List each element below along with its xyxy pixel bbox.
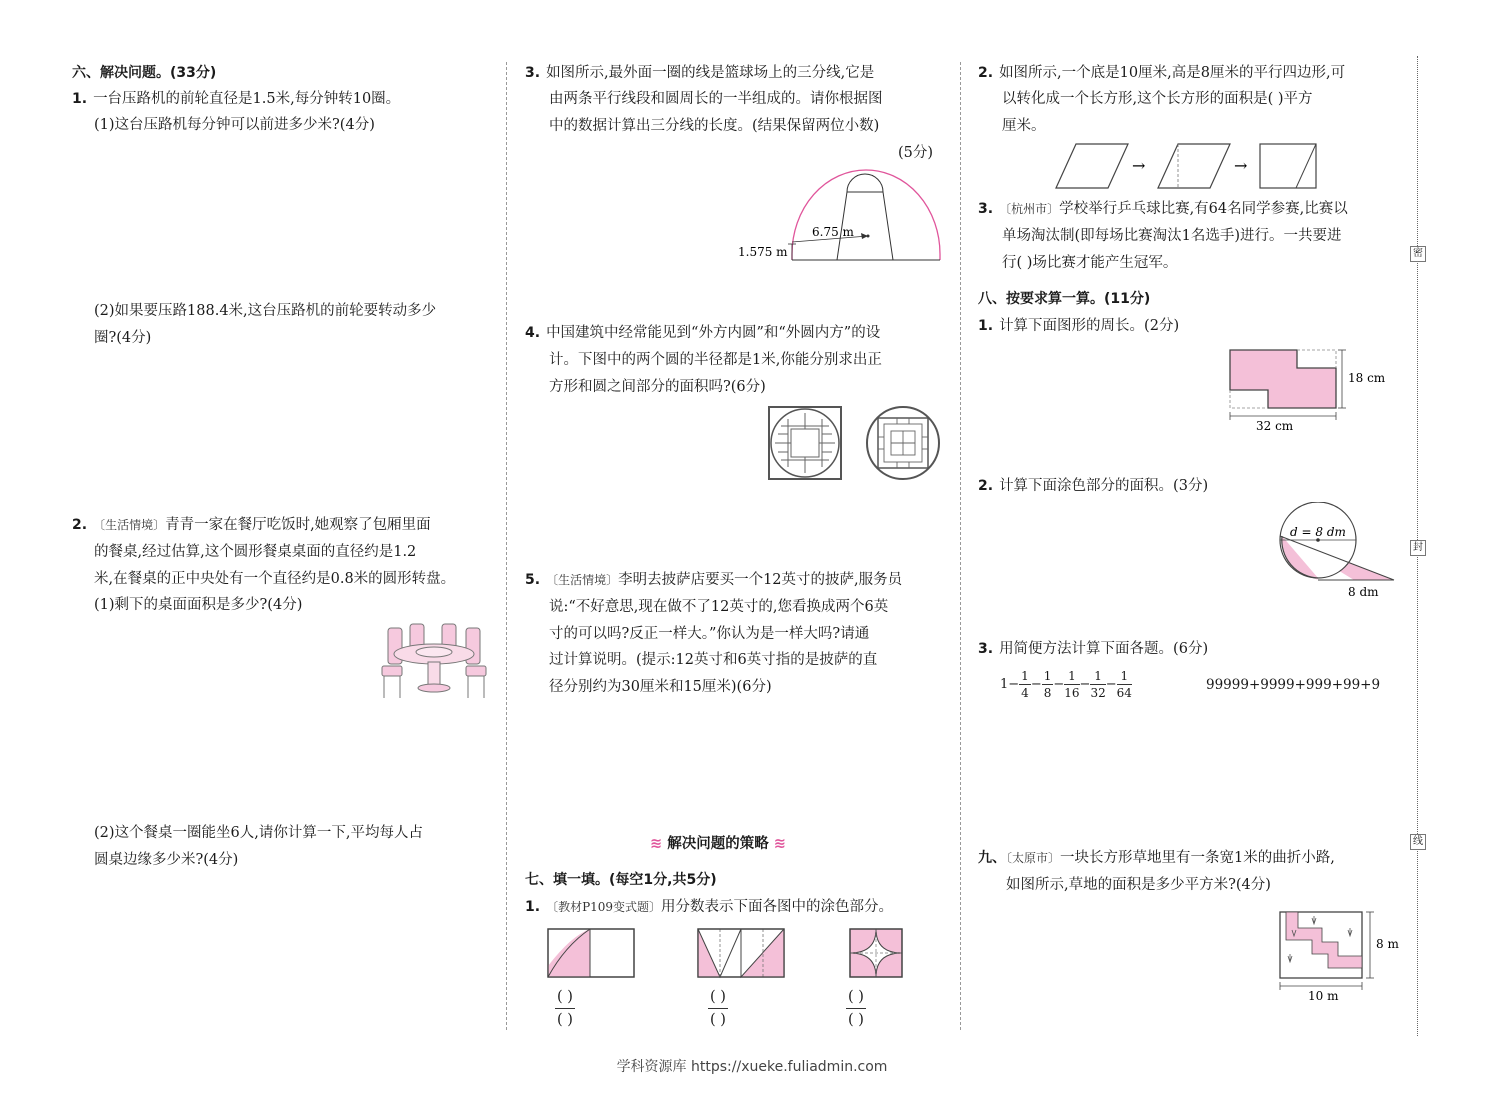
wave-icon-left: ≋: [650, 836, 663, 852]
q6-2-text-3: 米,在餐桌的正中央处有一个直径约是0.8米的圆形转盘。: [94, 571, 456, 587]
frac-num: 1: [1090, 668, 1105, 685]
q7-2-text-3: 厘米。: [1002, 118, 1046, 134]
q7-2-line1: [978, 60, 1345, 87]
q6-4-text-3: 方形和圆之间部分的面积吗?(6分): [549, 379, 766, 395]
frac-num: 1: [1117, 668, 1132, 685]
q6-4-line1: [525, 320, 880, 347]
q6-5-tag: 〔生活情境〕: [546, 573, 619, 587]
fraction-1-64: [1117, 668, 1132, 701]
q6-2-number: 2.: [72, 517, 88, 533]
q6-5-line1: [525, 567, 902, 594]
q7-2-number: 2.: [978, 65, 994, 81]
q8-3: [978, 636, 1208, 663]
q6-2-part2-line1: (2)这个餐桌一圈能坐6人,请你计算一下,平均每人占: [94, 825, 423, 841]
q9-text-2: 如图所示,草地的面积是多少平方米?(4分): [1006, 877, 1271, 893]
q7-1-tag: 〔教材P109变式题〕: [546, 900, 662, 914]
fraction-shading-figures: [545, 926, 915, 982]
q6-5-number: 5.: [525, 572, 541, 588]
label-10m: 10 m: [1308, 989, 1339, 1003]
q6-3-number: 3.: [525, 65, 541, 81]
q6-2-text-1: 青青一家在餐厅吃饭时,她观察了包厢里面: [165, 517, 431, 533]
perimeter-figure: [1222, 342, 1402, 434]
frac-num: 1: [1043, 669, 1052, 683]
footer-watermark: 学科资源库 https://xueke.fuliadmin.com: [616, 1059, 888, 1075]
column-divider-1: [506, 62, 507, 1030]
q8-2-number: 2.: [978, 478, 994, 494]
q8-2-text: 计算下面涂色部分的面积。(3分): [999, 478, 1209, 494]
frac-den: 8: [1043, 686, 1052, 700]
side-mark-2: 封: [1410, 540, 1426, 556]
q7-2-text-2: 以转化成一个长方形,这个长方形的面积是( )平方: [1002, 91, 1313, 107]
q6-2-part1: (1)剩下的桌面面积是多少?(4分): [94, 597, 303, 613]
q8-1-text: 计算下面图形的周长。(2分): [999, 318, 1180, 334]
fraction-3-denominator-blank[interactable]: ( ): [848, 1012, 864, 1028]
label-18cm: 18 cm: [1348, 371, 1386, 385]
fraction-1-16: [1064, 668, 1079, 701]
q6-3-text-1: 如图所示,最外面一圈的线是篮球场上的三分线,它是: [546, 65, 875, 81]
label-8dm: 8 dm: [1348, 585, 1379, 599]
q6-2-line1: [72, 512, 431, 539]
frac-num: 1: [1064, 668, 1079, 685]
q7-1-text: 用分数表示下面各图中的涂色部分。: [661, 899, 894, 915]
fraction-3-numerator-blank[interactable]: ( ): [846, 986, 866, 1009]
q6-4-number: 4.: [525, 325, 541, 341]
fraction-figure-1: [548, 929, 634, 977]
square-outer-circle-inner-figure: [769, 407, 841, 479]
lawn-path-figure: [1272, 906, 1402, 1006]
fraction-figure-2: [698, 929, 784, 977]
frac-den: 4: [1021, 686, 1029, 700]
q6-5-text-5: 径分别约为30厘米和15厘米)(6分): [549, 679, 772, 695]
q6-2-tag: 〔生活情境〕: [93, 518, 166, 532]
section-8-title: 八、按要求算一算。(11分): [978, 291, 1151, 307]
q6-1-text: 一台压路机的前轮直径是1.5米,每分钟转10圈。: [93, 91, 401, 107]
q6-1: [72, 86, 400, 113]
side-mark-1: 密: [1410, 246, 1426, 262]
q7-3-text-3: 行( )场比赛才能产生冠军。: [1002, 255, 1178, 271]
q6-1-part1: (1)这台压路机每分钟可以前进多少米?(4分): [94, 117, 375, 133]
q7-3-text-2: 单场淘汰制(即每场比赛淘汰1名选手)进行。一共要进: [1002, 228, 1342, 244]
frac-den: 32: [1090, 686, 1106, 700]
label-32cm: 32 cm: [1256, 419, 1294, 433]
three-point-line-figure: [730, 168, 946, 266]
q6-5-text-1: 李明去披萨店要买一个12英寸的披萨,服务员: [618, 572, 903, 588]
q7-1-number: 1.: [525, 899, 541, 915]
circle-outer-square-inner-figure: [867, 407, 939, 479]
label-6-75m: 6.75 m: [812, 225, 854, 239]
fraction-answer-3: [846, 986, 866, 1031]
column-divider-2: [960, 62, 961, 1030]
q8-2: [978, 473, 1208, 500]
q8-3-number: 3.: [978, 641, 994, 657]
q6-3-score: (5分): [898, 145, 934, 161]
expression-1: 1− $\frac{1}{4}$ − $\frac{1}{8}$ − $\frac{1}{16}$ − $\frac{1}{32}$ − $\frac{1}{64}$: [1000, 669, 1132, 700]
q8-3-text: 用简便方法计算下面各题。(6分): [999, 641, 1209, 657]
fraction-2-numerator-blank[interactable]: ( ): [708, 986, 728, 1009]
frac-den: 64: [1116, 686, 1132, 700]
q6-5-text-2: 说:“不好意思,现在做不了12英寸的,您看换成两个6英: [549, 599, 889, 615]
fraction-2-denominator-blank[interactable]: ( ): [710, 1012, 726, 1028]
frac-num: 1: [1021, 669, 1029, 683]
fraction-1-4: [1019, 668, 1031, 701]
q6-3-text-3: 中的数据计算出三分线的长度。(结果保留两位小数): [549, 118, 880, 134]
q6-2-part2-line2: 圆桌边缘多少米?(4分): [94, 852, 239, 868]
dining-table-illustration: [378, 622, 490, 702]
q6-1-part2-line1: (2)如果要压路188.4米,这台压路机的前轮要转动多少: [94, 303, 437, 319]
q6-4-text-2: 计。下图中的两个圆的半径都是1米,你能分别求出正: [549, 352, 882, 368]
label-8m: 8 m: [1376, 937, 1399, 951]
fraction-answer-2: [708, 986, 728, 1031]
q6-1-part2-line2: 圈?(4分): [94, 330, 152, 346]
label-d-8dm: d = 8 dm: [1290, 525, 1346, 539]
q6-4-text-1: 中国建筑中经常能见到“外方内圆”和“外圆内方”的设: [546, 325, 881, 341]
parallelogram-transform-figure: [1052, 140, 1322, 192]
q7-3-text-1: 学校举行乒乓球比赛,有64名同学参赛,比赛以: [1059, 201, 1348, 217]
q8-1-number: 1.: [978, 318, 994, 334]
q6-1-number: 1.: [72, 91, 88, 107]
frac-den: 16: [1064, 686, 1080, 700]
fraction-1-8: [1042, 668, 1054, 701]
q9-line1: [978, 845, 1335, 872]
q7-1: [525, 894, 893, 921]
fraction-1-denominator-blank[interactable]: ( ): [557, 1012, 573, 1028]
fraction-figure-3: [850, 929, 902, 977]
section-7-title: 七、填一填。(每空1分,共5分): [525, 872, 717, 888]
fraction-answer-1: [555, 986, 575, 1031]
q7-3-number: 3.: [978, 201, 994, 217]
wave-icon-right: ≋: [773, 836, 786, 852]
expression-2: 99999+9999+999+99+9: [1206, 677, 1381, 693]
q7-3-line1: [978, 196, 1348, 223]
strategy-title: 解决问题的策略: [667, 836, 769, 852]
q6-5-text-4: 过计算说明。(提示:12英寸和6英寸指的是披萨的直: [549, 652, 878, 668]
arrow-icon-2: →: [1234, 156, 1248, 175]
arrow-icon-1: →: [1132, 156, 1146, 175]
side-mark-3: 线: [1410, 834, 1426, 850]
strategy-heading: [650, 832, 786, 853]
q6-2-text-2: 的餐桌,经过估算,这个圆形餐桌桌面的直径约是1.2: [94, 544, 417, 560]
q6-3-text-2: 由两条平行线段和圆周长的一半组成的。请你根据图: [549, 91, 883, 107]
shaded-circle-triangle-figure: [1274, 502, 1404, 602]
q9-tag: 〔太原市〕: [1006, 851, 1061, 865]
fraction-1-numerator-blank[interactable]: ( ): [555, 986, 575, 1009]
window-lattice-figures: [766, 404, 946, 482]
q6-3-line1: [525, 60, 874, 87]
q8-1: [978, 313, 1179, 340]
label-1-575m: 1.575 m: [738, 245, 788, 259]
fraction-1-32: [1090, 668, 1105, 701]
q9-text-1: 一块长方形草地里有一条宽1米的曲折小路,: [1060, 850, 1335, 866]
q7-2-text-1: 如图所示,一个底是10厘米,高是8厘米的平行四边形,可: [999, 65, 1346, 81]
expr1-lead: 1−: [1000, 677, 1020, 692]
q6-5-text-3: 寸的可以吗?反正一样大。”你认为是一样大吗?请通: [549, 626, 870, 642]
q7-3-tag: 〔杭州市〕: [999, 202, 1060, 216]
section-6-title: 六、解决问题。(33分): [72, 65, 217, 81]
section-9-title: 九、: [978, 850, 1006, 866]
